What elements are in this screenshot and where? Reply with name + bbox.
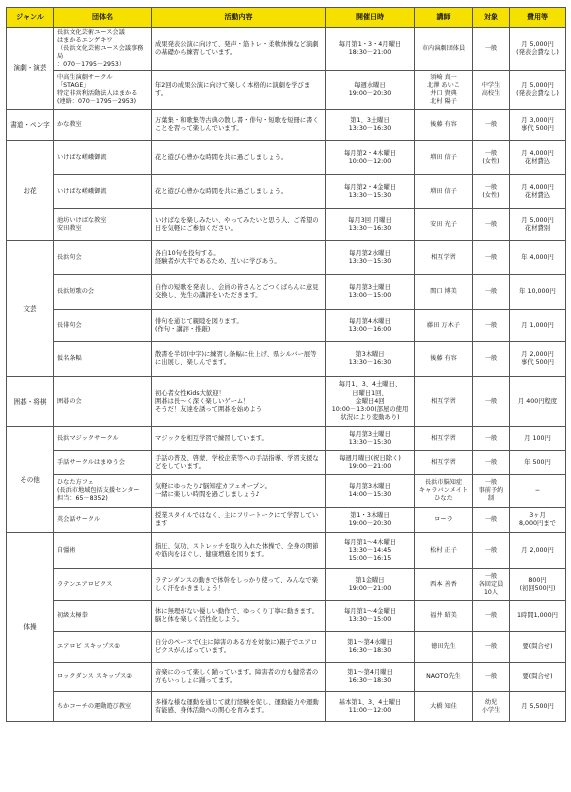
schedule-sheet <box>6 7 565 722</box>
activity-cell: 万葉集・和歌集等古典の散し書・俳句・短歌を短冊に書くことを習って楽しんでいます。 <box>152 110 326 141</box>
teacher-cell: 市内演劇団体員 <box>415 28 473 71</box>
target-cell: 一般 <box>473 632 510 663</box>
activity-cell: 授業スタイルではなく、主にフリートークにて学習しています <box>152 508 326 533</box>
table-row <box>7 28 566 71</box>
teacher-cell: 徳田先生 <box>415 632 473 663</box>
table-row <box>7 508 566 533</box>
activity-cell: 音楽にのって楽しく踊っています。障害者の方も健常者の方もいっしょに踊ってます。 <box>152 663 326 692</box>
group-name-cell: ちかコーチの運動遊び教室 <box>54 692 152 722</box>
teacher-cell: 増田 信子 <box>415 175 473 209</box>
schedule-cell: 毎月第1〜4金曜日 13:30－15:00 <box>326 601 415 632</box>
schedule-cell: 毎月1、3、4土曜日、 日曜日1回、 金曜日4回 10:00－13:00(部屋の使用状況により変動あり) <box>326 377 415 427</box>
schedule-cell: 毎月第1・3・4月曜日 18:30－21:00 <box>326 28 415 71</box>
fee-header: 費用等 <box>510 8 566 28</box>
genre-cell: その他 <box>7 427 54 533</box>
group-name-cell: かな教室 <box>54 110 152 141</box>
schedule-cell: 毎月第3土曜日 13:30－15:30 <box>326 427 415 451</box>
teacher-header: 講師 <box>415 8 473 28</box>
teacher-cell: 相互学習 <box>415 241 473 275</box>
target-cell: 一般 <box>473 342 510 377</box>
fee-cell: 月 2,000円 <box>510 533 566 569</box>
teacher-cell: 相互学習 <box>415 377 473 427</box>
table-row <box>7 209 566 241</box>
genre-header: ジャンル <box>7 8 54 28</box>
genre-cell: 囲碁・将棋 <box>7 377 54 427</box>
activity-cell: 気軽にゆったり♪脳知症カフェオープン。 一緒に楽しい時間を過ごしましょう♪ <box>152 475 326 508</box>
schedule-cell: 毎週水曜日 19:00－20:30 <box>326 71 415 110</box>
group-name-cell: ロックダンス スキップス② <box>54 663 152 692</box>
group-name-cell: 長浜マジックサークル <box>54 427 152 451</box>
genre-cell: 演劇・演芸 <box>7 28 54 110</box>
genre-cell: 体操 <box>7 533 54 722</box>
schedule-cell: 毎週月曜日(祝日除く) 19:00－21:00 <box>326 451 415 475</box>
teacher-cell: 後藤 有容 <box>415 110 473 141</box>
fee-cell: 月 2,000円 事代 500円 <box>510 342 566 377</box>
fee-cell: 月 5,500円 <box>510 692 566 722</box>
table-row <box>7 475 566 508</box>
fee-cell: 月 3,000円 事代 500円 <box>510 110 566 141</box>
table-body <box>7 28 566 722</box>
activity-cell: ラテンダンスの動きで体幹をしっかり使って、みんなで楽しく汗をかきましょう！ <box>152 569 326 601</box>
teacher-cell: 藤田 万木子 <box>415 310 473 342</box>
table-row <box>7 427 566 451</box>
activity-cell: 体に無理がない優しい動作で、ゆっくり丁寧に動きます。脳と体を楽しく活性化しよう。 <box>152 601 326 632</box>
teacher-cell: 須崎 真一 北澤 あいこ 井口 貴典 北村 陽子 <box>415 71 473 110</box>
schedule-cell: 毎月第2・4金曜日 13:30－15:30 <box>326 175 415 209</box>
group-name-cell: 手話サークルはまゆう会 <box>54 451 152 475</box>
target-cell: 一般 <box>473 663 510 692</box>
schedule-cell: 第1〜第4水曜日 16:30－18:30 <box>326 632 415 663</box>
table-row <box>7 141 566 175</box>
fee-cell: 月 5,000円 (発表会費なし) <box>510 28 566 71</box>
group-name-cell: 囲碁の会 <box>54 377 152 427</box>
target-cell: 一般 <box>473 110 510 141</box>
group-name-cell: ひなた方フェ (長浜市地域包括支援センター 担当：65－8352) <box>54 475 152 508</box>
group-name-cell: ラテンエアロビクス <box>54 569 152 601</box>
target-cell: 一般 (女性) <box>473 141 510 175</box>
table-row <box>7 377 566 427</box>
activity-cell: 多様な様な運動を通じて就行経験を促し、運動能力や運動有能感、身体活動への関心を育みます。 <box>152 692 326 722</box>
group-name-cell: 長浜文化芸術ユース会議 はまかるエンゲキワ （長浜文化芸術ユース会議事務局 ：070－1795－2953） <box>54 28 152 71</box>
activity-cell: 手話の普及、啓蒙、学校企業等への手話指導、学習支援などをしています。 <box>152 451 326 475</box>
group-name-cell: 自彊術 <box>54 533 152 569</box>
group-name-cell: 仮名条幅 <box>54 342 152 377</box>
target-cell: 幼児 小学生 <box>473 692 510 722</box>
table-row <box>7 663 566 692</box>
target-cell: 中学生 高校生 <box>473 71 510 110</box>
table-row <box>7 569 566 601</box>
group-name-cell: 池坊いけばな教室 安田教室 <box>54 209 152 241</box>
table-row <box>7 342 566 377</box>
fee-cell: 月 1,000円 <box>510 310 566 342</box>
activity-cell: マジックを相互学習で練習しています。 <box>152 427 326 451</box>
teacher-cell: NAOTO先生 <box>415 663 473 692</box>
teacher-cell: 関口 博美 <box>415 275 473 310</box>
fee-cell: 月 100円 <box>510 427 566 451</box>
group-name-cell: いけばな嵯峨御流 <box>54 175 152 209</box>
table-row <box>7 175 566 209</box>
target-cell: 一般 <box>473 209 510 241</box>
activity-cell: 初心者女性Kids大歓迎！ 囲碁は長〜く深く楽しいゲーム！ そうだ！友達を誘って囲碁を始めよう <box>152 377 326 427</box>
fee-cell: 月 4,000円 花材費込 <box>510 141 566 175</box>
fee-cell: 年 10,000円 <box>510 275 566 310</box>
fee-cell: − <box>510 475 566 508</box>
activity-cell: 花と遊び心豊かな時間を共に過ごしましょう。 <box>152 175 326 209</box>
fee-cell: 月 5,000円 花材費別 <box>510 209 566 241</box>
activity-cell: 年2回の成果公演に向けて楽しく本格的に演劇を学びます。 <box>152 71 326 110</box>
fee-cell: 月 5,000円 (発表会費なし) <box>510 71 566 110</box>
schedule-cell: 第1・3木曜日 19:00－20:30 <box>326 508 415 533</box>
teacher-cell: 後藤 有容 <box>415 342 473 377</box>
activity-cell: 成果発表公演に向けて、発声・筋トレ・柔軟体操など演劇の基礎から練習しています。 <box>152 28 326 71</box>
target-cell: 一般 <box>473 601 510 632</box>
teacher-cell: 増田 信子 <box>415 141 473 175</box>
group-name-cell: 長俳句会 <box>54 310 152 342</box>
activity-cell: 指圧、気功、ストレッチを取り入れた体操で、全身の関節や筋肉をほぐし、健康増進を図ります。 <box>152 533 326 569</box>
table-row <box>7 310 566 342</box>
fee-cell: 800円 (初回500円) <box>510 569 566 601</box>
schedule-cell: 毎月第1〜4木曜日 13:30－14:45 15:00－16:15 <box>326 533 415 569</box>
activity-header: 活動内容 <box>152 8 326 28</box>
activity-cell: 自分のペースで(主に障害のある方を対象に)親子でエアロビクスがんばっています。 <box>152 632 326 663</box>
fee-cell: 要(問合せ) <box>510 663 566 692</box>
fee-cell: 月 400円程度 <box>510 377 566 427</box>
schedule-header: 開催日時 <box>326 8 415 28</box>
fee-cell: 年 500円 <box>510 451 566 475</box>
target-header: 対象 <box>473 8 510 28</box>
table-row <box>7 692 566 722</box>
activity-cell: 俳句を通じて親睦を図ります。 (作句・講評・推敲) <box>152 310 326 342</box>
header-row <box>7 8 566 28</box>
genre-cell: 書道・ペン字 <box>7 110 54 141</box>
target-cell: 一般 <box>473 28 510 71</box>
teacher-cell: 西本 善香 <box>415 569 473 601</box>
table-row <box>7 632 566 663</box>
table-row <box>7 451 566 475</box>
target-cell: 一般 <box>473 533 510 569</box>
target-cell: 一般 <box>473 427 510 451</box>
schedule-cell: 第1、3土曜日 13:30－16:30 <box>326 110 415 141</box>
table-row <box>7 601 566 632</box>
target-cell: 一般 各回定員 10人 <box>473 569 510 601</box>
schedule-cell: 毎月3回 月曜日 13:30－16:30 <box>326 209 415 241</box>
teacher-cell: 福井 昭美 <box>415 601 473 632</box>
group-name-cell: 長浜句会 <box>54 241 152 275</box>
teacher-cell: ローラ <box>415 508 473 533</box>
schedule-cell: 第1金曜日 19:00－21:00 <box>326 569 415 601</box>
table-row <box>7 110 566 141</box>
teacher-cell: 大橋 知佳 <box>415 692 473 722</box>
group-name-header: 団体名 <box>54 8 152 28</box>
target-cell: 一般 <box>473 275 510 310</box>
table-row <box>7 241 566 275</box>
activity-cell: 自作の短歌を発表し、会員の皆さんとごつくばらんに意見交換し、先生の講評をいただきます。 <box>152 275 326 310</box>
table-row <box>7 71 566 110</box>
fee-cell: 1時間1,000円 <box>510 601 566 632</box>
teacher-cell: 相互学習 <box>415 451 473 475</box>
target-cell: 一般 <box>473 508 510 533</box>
schedule-cell: 基本第1、3、4土曜日 11:00－12:00 <box>326 692 415 722</box>
target-cell: 一般 <box>473 451 510 475</box>
group-name-cell: 長浜短歌の会 <box>54 275 152 310</box>
group-name-cell: 初級太極拳 <box>54 601 152 632</box>
schedule-cell: 毎月第2・4木曜日 10:00－12:00 <box>326 141 415 175</box>
fee-cell: 年 4,000円 <box>510 241 566 275</box>
teacher-cell: 長浜市脳知症 キャラバンメイト ひなた <box>415 475 473 508</box>
table-row <box>7 533 566 569</box>
target-cell: 一般 事前予約制 <box>473 475 510 508</box>
activity-cell: 散書を半切(中字)に練習し条幅に仕上げ、県シルバー展等に出展し、楽しんでます。 <box>152 342 326 377</box>
teacher-cell: 相互学習 <box>415 427 473 451</box>
fee-cell: 月 4,000円 花材費込 <box>510 175 566 209</box>
table-row <box>7 275 566 310</box>
group-name-cell: 英会話サークル <box>54 508 152 533</box>
genre-cell: 文芸 <box>7 241 54 377</box>
fee-cell: 要(問合せ) <box>510 632 566 663</box>
schedule-cell: 第3木曜日 13:30－16:30 <box>326 342 415 377</box>
fee-cell: 3ヶ月 8,000円まで <box>510 508 566 533</box>
target-cell: 一般 <box>473 377 510 427</box>
schedule-cell: 毎月第2水曜日 13:30－15:30 <box>326 241 415 275</box>
schedule-cell: 毎月第3土曜日 13:00－15:00 <box>326 275 415 310</box>
target-cell: 一般 <box>473 310 510 342</box>
schedule-cell: 毎月第4木曜日 13:00－16:00 <box>326 310 415 342</box>
activity-cell: 各自10句を投句する。 経験者が大半であるため、互いに学びあう。 <box>152 241 326 275</box>
schedule-cell: 第1〜第4月曜日 16:30－18:30 <box>326 663 415 692</box>
activity-table <box>6 7 566 722</box>
group-name-cell: いけばな嵯峨御流 <box>54 141 152 175</box>
activity-cell: いけばなを楽しみたい、やってみたいと思う人、ご希望の日を気軽にご参加ください。 <box>152 209 326 241</box>
target-cell: 一般 (女性) <box>473 175 510 209</box>
genre-cell: お花 <box>7 141 54 241</box>
target-cell: 一般 <box>473 241 510 275</box>
schedule-cell: 毎月第3木曜日 14:00－15:30 <box>326 475 415 508</box>
group-name-cell: エアロビ スキップス① <box>54 632 152 663</box>
teacher-cell: 安田 光子 <box>415 209 473 241</box>
teacher-cell: 松村 正子 <box>415 533 473 569</box>
activity-cell: 花と遊び心豊かな時間を共に過ごしましょう。 <box>152 141 326 175</box>
group-name-cell: 中高生演劇サークル 「STAGE」 特定非営利活動法人はまかる (連絡：070－1795－2953) <box>54 71 152 110</box>
